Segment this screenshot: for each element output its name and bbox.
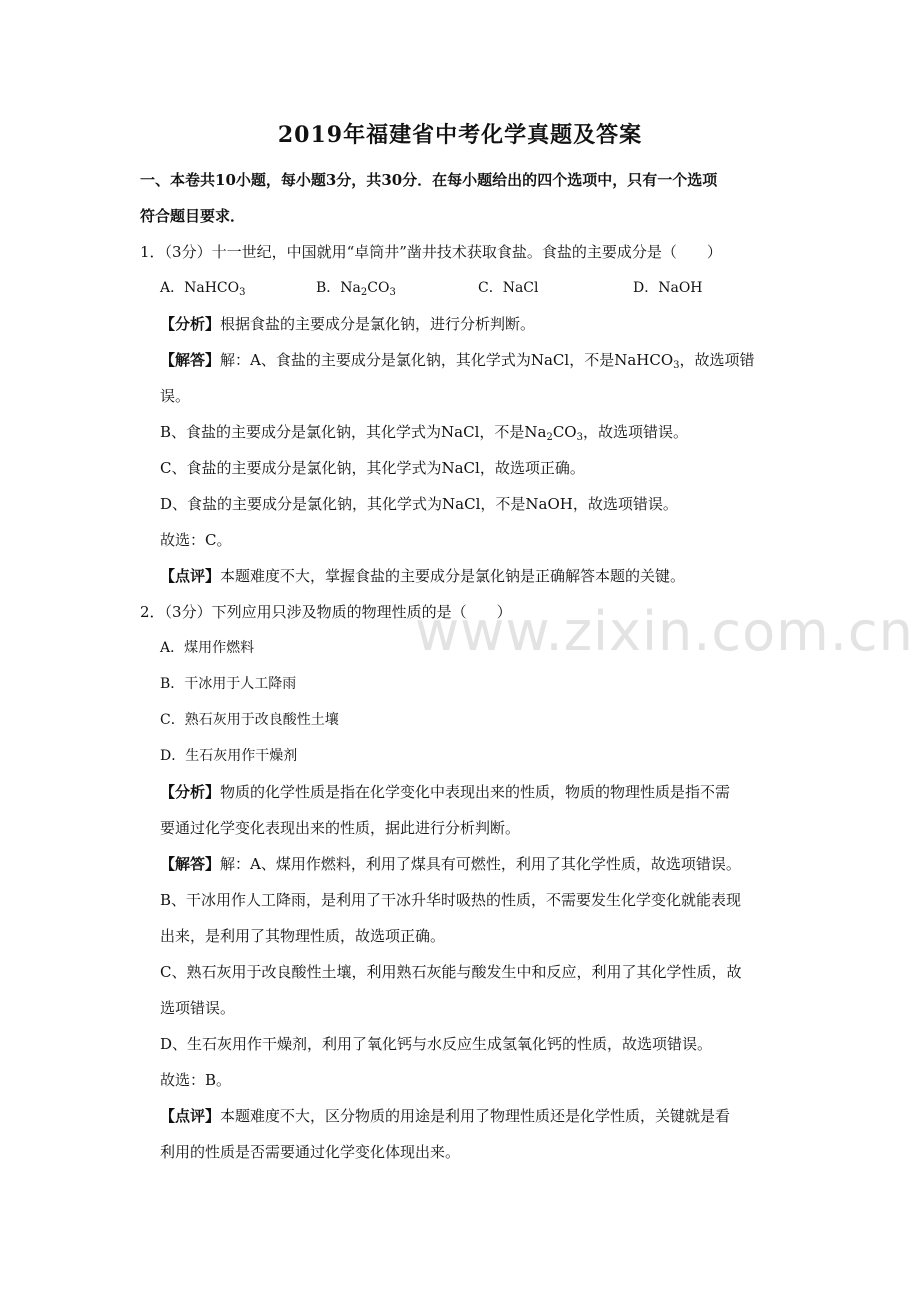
q1-answer-a: 【解答】解：A、食盐的主要成分是氯化钠，其化学式为NaCl，不是NaHCO$_3$，故选项错 (160, 351, 755, 371)
q2-analysis-line-1: 【分析】物质的化学性质是指在化学变化中表现出来的性质，物质的物理性质是指不需 (160, 783, 731, 801)
q2-comment-line-2: 利用的性质是否需要通过化学变化体现出来。 (160, 1143, 461, 1161)
q1-analysis: 【分析】根据食盐的主要成分是氯化钠，进行分析判断。 (160, 315, 536, 333)
q2-comment-line-1: 【点评】本题难度不大，区分物质的用途是利用了物理性质还是化学性质，关键就是看 (160, 1107, 731, 1125)
q1-option-a: A．NaHCO$_3$ (160, 280, 246, 298)
watermark: www.zixin.com.cn (415, 600, 914, 663)
q2-stem: 2．（3分）下列应用只涉及物质的物理性质的是（ ） (140, 603, 512, 621)
q1-answer-a-cont: 误。 (160, 387, 191, 405)
q2-option-c: C．熟石灰用于改良酸性土壤 (160, 712, 339, 728)
q2-choice: 故选：B。 (160, 1071, 232, 1089)
q2-answer-c-line-2: 选项错误。 (160, 999, 236, 1017)
page-title: 2019年福建省中考化学真题及答案 (277, 122, 643, 148)
q1-answer-b: B、食盐的主要成分是氯化钠，其化学式为NaCl，不是$Na_2CO_3$，故选项错误。 (160, 423, 688, 443)
q1-answer-c: C、食盐的主要成分是氯化钠，其化学式为NaCl，故选项正确。 (160, 459, 585, 477)
q1-choice: 故选：C。 (160, 531, 232, 549)
q1-answer-d: D、食盐的主要成分是氯化钠，其化学式为NaCl，不是NaOH，故选项错误。 (160, 495, 678, 513)
q1-option-b: B．$Na_2CO_3$ (316, 280, 396, 298)
q1-stem: 1．（3分）十一世纪，中国就用“卓筒井”凿井技术获取食盐。食盐的主要成分是（ ） (140, 243, 722, 261)
section-heading-line-2: 符合题目要求． (140, 207, 246, 225)
q1-option-c: C．NaCl (478, 280, 539, 296)
q2-answer-d: D、生石灰用作干燥剂，利用了氧化钙与水反应生成氢氧化钙的性质，故选项错误。 (160, 1035, 713, 1053)
q2-option-a: A．煤用作燃料 (160, 640, 255, 656)
section-heading-line-1: 一、本卷共10小题，每小题3分，共30分．在每小题给出的四个选项中，只有一个选项 (140, 171, 718, 189)
q2-option-d: D．生石灰用作干燥剂 (160, 748, 298, 764)
q1-comment: 【点评】本题难度不大，掌握食盐的主要成分是氯化钠是正确解答本题的关键。 (160, 567, 686, 585)
q2-answer-a: 【解答】解：A、煤用作燃料，利用了煤具有可燃性，利用了其化学性质，故选项错误。 (160, 855, 741, 873)
q2-answer-c-line-1: C、熟石灰用于改良酸性土壤，利用熟石灰能与酸发生中和反应，利用了其化学性质，故 (160, 963, 742, 981)
q2-answer-b-line-1: B、干冰用作人工降雨，是利用了干冰升华时吸热的性质，不需要发生化学变化就能表现 (160, 891, 742, 909)
q2-answer-b-line-2: 出来，是利用了其物理性质，故选项正确。 (160, 927, 446, 945)
q2-analysis-line-2: 要通过化学变化表现出来的性质，据此进行分析判断。 (160, 819, 521, 837)
q1-option-d: D．NaOH (633, 280, 703, 296)
q2-option-b: B．干冰用于人工降雨 (160, 676, 297, 692)
